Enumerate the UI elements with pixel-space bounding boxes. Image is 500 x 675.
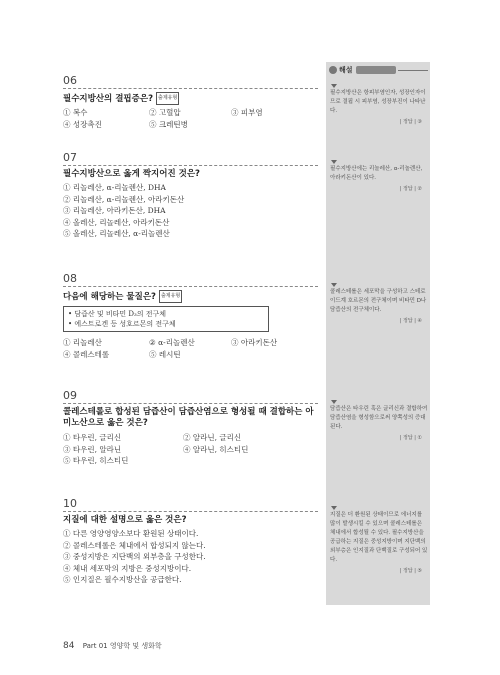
option[interactable]: ③ 아라키돈산 <box>231 338 278 347</box>
option[interactable]: ④ 성장촉진 <box>63 119 102 129</box>
option[interactable]: ① 리놀레산 <box>63 338 102 347</box>
question-text: 필수지방산의 결핍증은? <box>63 94 154 104</box>
option[interactable]: ④ 올레산, 리놀레산, 아라키돈산 <box>63 217 170 227</box>
divider <box>63 286 318 287</box>
question-type-tag: 출제유형 <box>156 92 179 105</box>
divider <box>63 88 318 89</box>
explanation-sidebar <box>326 62 430 605</box>
answer-explanation: 담즙산은 타우린 혹은 글리신과 결합하여 담즙산염을 형성함으로써 양쪽성의 증대된다. <box>330 406 428 430</box>
option[interactable]: ② α-리놀렌산 <box>149 338 195 347</box>
option[interactable]: ④ 알라닌, 히스티딘 <box>183 444 249 454</box>
triangle-marker-icon <box>331 84 337 88</box>
question-09 <box>63 389 318 467</box>
triangle-marker-icon <box>331 506 337 510</box>
question-08 <box>63 272 318 360</box>
answer-explanation: 필수지방산은 항피부염인자, 성장인자이므로 결핍 시 피부염, 성장부진이 나타난다. <box>330 90 426 114</box>
info-line: • 에스트로겐 등 성호르몬의 전구체 <box>68 320 176 328</box>
options-row <box>63 349 318 361</box>
option[interactable]: ② 알라닌, 글리신 <box>183 433 242 442</box>
answer-result: | 정답 | ③ <box>399 119 422 125</box>
question-07 <box>63 151 318 240</box>
options-row <box>63 119 318 131</box>
question-06 <box>63 74 318 130</box>
option[interactable]: ③ 중성지방은 지단백의 외부층을 구성한다. <box>63 552 206 561</box>
page-number: 84 <box>63 641 75 651</box>
option[interactable]: ⑤ 레시틴 <box>149 349 181 359</box>
answer-result: | 정답 | ⑤ <box>399 568 422 574</box>
option[interactable]: ⑤ 올레산, 리놀레산, α-리놀렌산 <box>63 229 170 238</box>
header-line-decoration <box>398 70 428 71</box>
option[interactable]: ① 복수 <box>63 108 88 117</box>
question-type-tag: 출제유형 <box>159 290 182 303</box>
sidebar-title: 해설 <box>339 66 353 74</box>
divider <box>63 403 318 404</box>
question-title: 콜레스테롤로 합성된 담즙산이 담즙산염으로 형성될 때 결합하는 아미노산으로 옳은 것은? <box>63 407 314 428</box>
options-row <box>63 455 318 467</box>
option[interactable]: ① 타우린, 글리신 <box>63 433 122 442</box>
option[interactable]: ⑤ 타우린, 히스티딘 <box>63 456 129 465</box>
question-10 <box>63 497 318 586</box>
option[interactable]: ② 콜레스테롤은 체내에서 합성되지 않는다. <box>63 540 206 550</box>
question-title <box>63 290 318 303</box>
question-number: 10 <box>63 497 77 510</box>
options-row <box>63 107 318 119</box>
question-text: 다음에 해당하는 물질은? <box>63 292 156 302</box>
answer-result: | 정답 | ② <box>399 186 422 192</box>
option[interactable]: ④ 체내 세포막의 지방은 중성지방이다. <box>63 563 192 573</box>
info-line: • 담즙산 및 비타민 D₃의 전구체 <box>68 310 167 318</box>
page-footer <box>63 641 162 651</box>
sidebar-header <box>326 64 430 76</box>
triangle-marker-icon <box>331 160 337 164</box>
divider <box>63 511 318 512</box>
option[interactable]: ④ 콜레스테롤 <box>63 349 110 359</box>
question-title: 필수지방산으로 옳게 짝지어진 것은? <box>63 169 200 179</box>
option[interactable]: ⑤ 크레틴병 <box>149 119 188 129</box>
option[interactable]: ③ 피부염 <box>231 108 263 117</box>
options-row <box>63 444 318 456</box>
part-label: Part 01 <box>82 642 108 650</box>
answer-06 <box>330 84 428 125</box>
part-title: 영양학 및 생화학 <box>109 642 162 650</box>
answer-08 <box>330 283 428 324</box>
option[interactable]: ③ 타우린, 알라닌 <box>63 444 122 454</box>
triangle-marker-icon <box>331 283 337 287</box>
option[interactable]: ③ 리놀레산, 아라키돈산, DHA <box>63 206 166 215</box>
option[interactable]: ① 다른 영양영양소보다 환원된 상태이다. <box>63 529 199 538</box>
question-number: 08 <box>63 272 77 285</box>
explanation-icon <box>329 66 337 74</box>
question-number: 07 <box>63 151 77 164</box>
answer-explanation: 지질은 더 환원된 상태이므로 에너지를 많이 발생시킬 수 있으며 콜레스테롤은 체내에서 합성될 수 있다. 필수지방산을 공급하는 지질은 중성지방이며 지단백의 외부층은 인지질과 단백질로 구성되어 있다. <box>330 512 428 563</box>
option[interactable]: ⑤ 인지질은 필수지방산을 공급한다. <box>63 575 182 584</box>
answer-10 <box>330 506 428 574</box>
option[interactable]: ② 고혈압 <box>149 108 181 117</box>
answer-09 <box>330 400 428 441</box>
divider <box>63 165 318 166</box>
question-number: 09 <box>63 389 77 402</box>
answer-07 <box>330 160 428 192</box>
answer-result: | 정답 | ① <box>399 435 422 441</box>
option[interactable]: ② 리놀레산, α-리놀렌산, 아라키돈산 <box>63 194 185 204</box>
options-row <box>63 432 318 444</box>
option[interactable]: ① 리놀레산, α-리놀렌산, DHA <box>63 183 166 192</box>
triangle-marker-icon <box>331 400 337 404</box>
question-number: 06 <box>63 74 77 87</box>
question-title: 지질에 대한 설명으로 옳은 것은? <box>63 515 187 525</box>
answer-explanation: 콜레스테롤은 세포막을 구성하고 스테로이드계 호르몬의 전구체이며 비타민 D나 담즙산의 전구체이다. <box>330 289 427 313</box>
info-box <box>63 306 269 332</box>
answer-explanation: 필수지방산에는 리놀레산, α-리놀렌산, 아라키돈산이 있다. <box>330 166 423 181</box>
options-row <box>63 337 318 349</box>
header-bar-decoration <box>356 66 396 74</box>
question-title <box>63 92 318 105</box>
answer-result: | 정답 | ④ <box>399 318 422 324</box>
